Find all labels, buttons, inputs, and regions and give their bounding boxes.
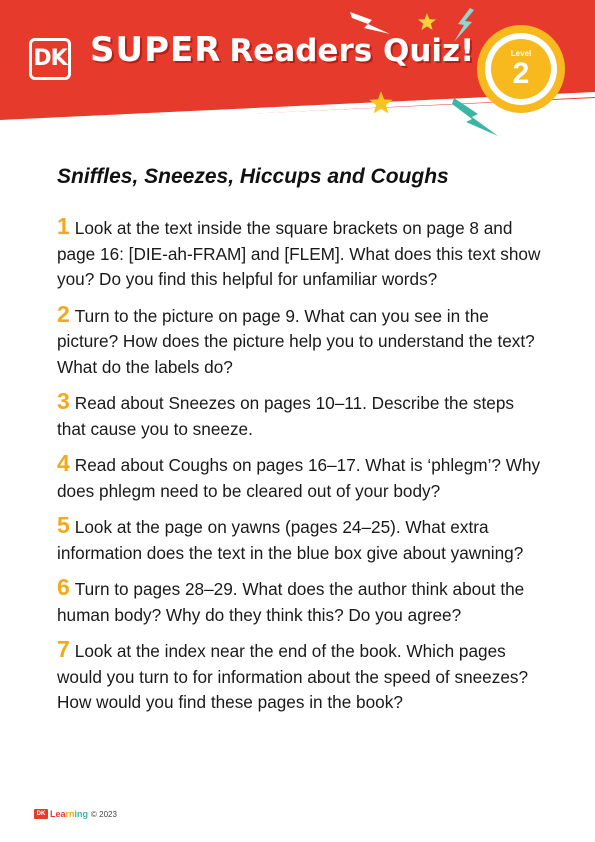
question-number: 1 [57,213,70,239]
question-number: 4 [57,450,70,476]
question-number: 2 [57,300,70,327]
title-readers-quiz: Readers Quiz! [229,33,475,69]
question-text: Read about Sneezes on pages 10–11. Describe the steps that cause you to sneeze. [57,393,515,439]
level-number: 2 [512,57,530,90]
footer [34,809,117,823]
question-text: Look at the page on yawns (pages 24–25). What extra information does the text in the blue box give about yawning? [57,517,524,563]
question-number: 3 [57,388,70,414]
question-item [57,214,547,293]
question-number: 7 [57,636,70,662]
question-item [57,451,547,504]
question-item [57,637,547,716]
copyright-text: © 2023 [91,809,117,819]
question-text: Turn to pages 28–29. What does the author think about the human body? Why do they think this? Do you agree? [57,579,525,625]
question-text: Turn to the picture on page 9. What can you see in the picture? How does the picture help you to understand the text? What do the labels do? [57,305,535,377]
title-super: SUPER [90,30,222,70]
question-number: 6 [57,574,70,600]
star-icon [417,12,437,32]
question-item [57,575,547,628]
level-label: Level [510,49,532,58]
lightning-bolt-icon [350,8,392,38]
question-text: Look at the text inside the square brackets on page 8 and page 16: [DIE-ah-FRAM] and [FLEM]. What does this text show you? Do you find this helpful for unfamiliar words? [57,218,541,289]
question-list [57,214,547,725]
lightning-bolt-small-icon [450,8,476,44]
question-item [57,389,547,442]
learning-wordmark: Learning [50,809,89,819]
dk-logo: DK [29,38,71,80]
header-banner [0,0,595,150]
dk-learning-logo: DK [34,809,48,819]
question-text: Read about Coughs on pages 16–17. What is ‘phlegm’? Why does phlegm need to be cleared out of your body? [57,455,541,501]
page-title [90,30,474,90]
level-badge [477,25,565,113]
star-yellow-icon [368,90,394,116]
book-title-heading: Sniffles, Sneezes, Hiccups and Coughs [57,165,449,188]
question-item [57,302,547,381]
question-item [57,513,547,566]
question-number: 5 [57,512,70,538]
question-text: Look at the index near the end of the book. Which pages would you turn to for information about the speed of sneezes? How would you find these pages in the book? [57,641,529,712]
